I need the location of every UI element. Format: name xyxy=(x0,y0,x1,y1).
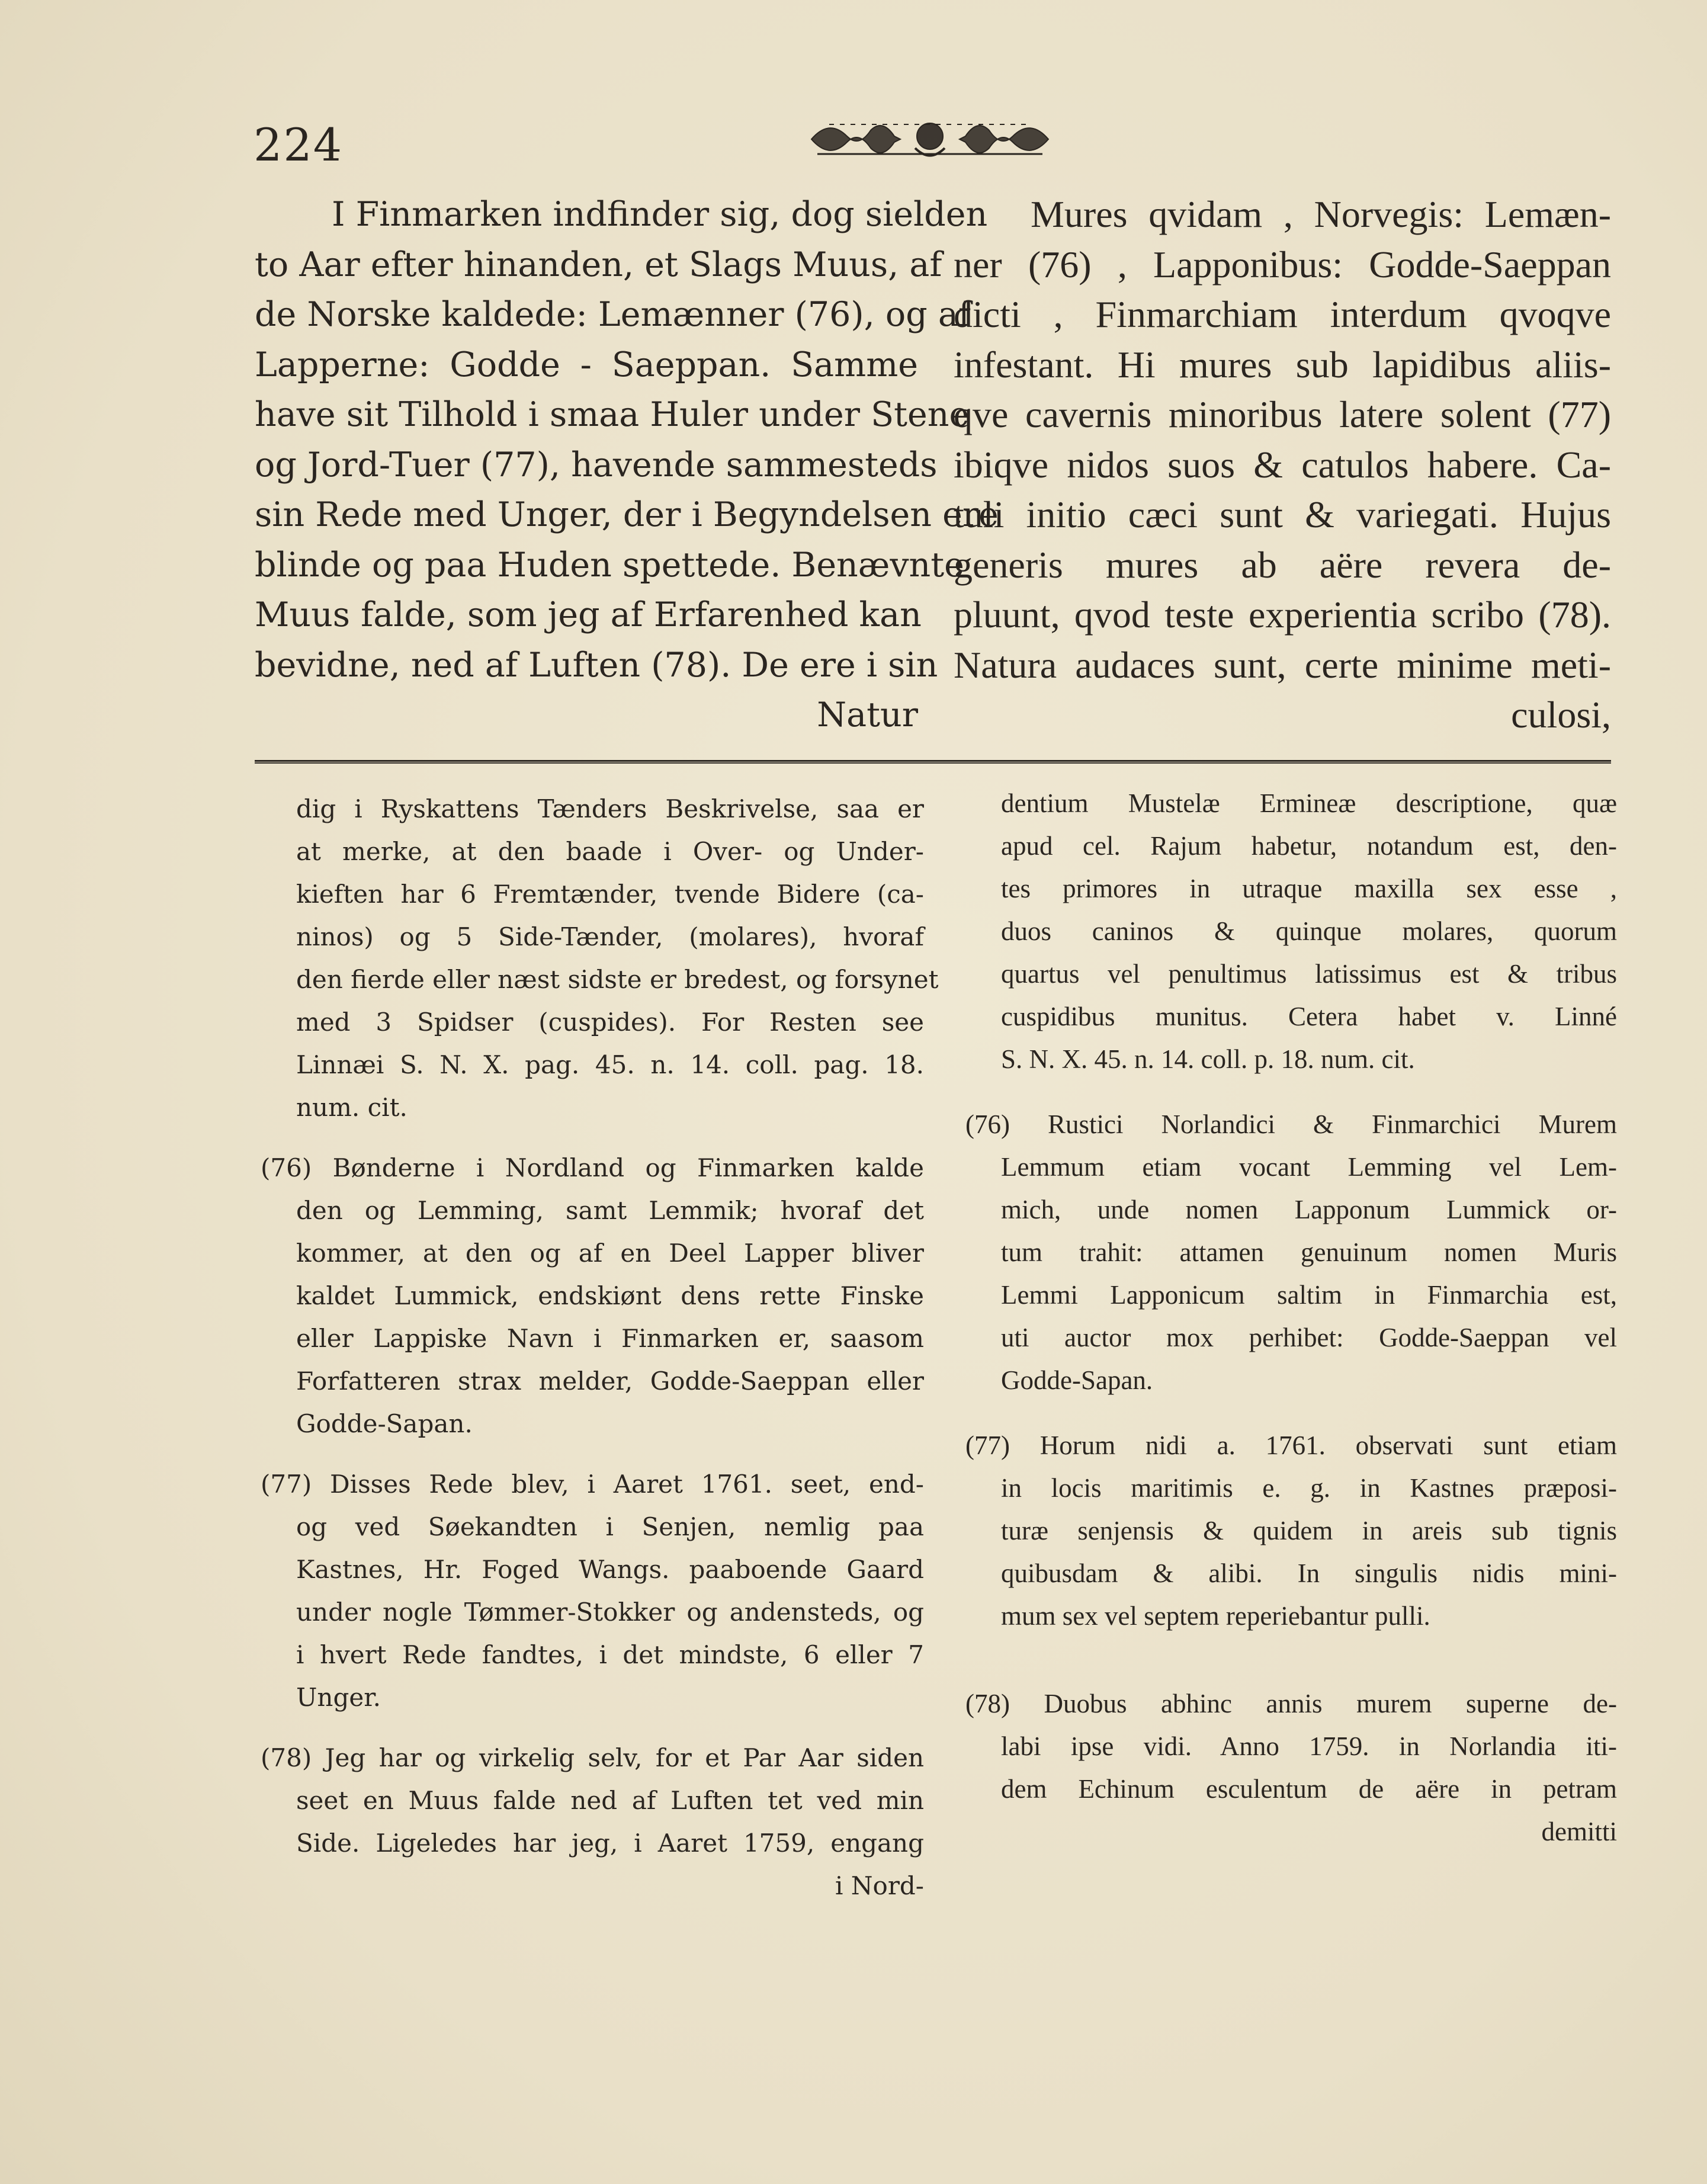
footnote-line: ninos) og 5 Side-Tænder, (molares), hvoraf xyxy=(296,922,924,951)
footnote-77-line: under nogle Tømmer-Stokker og andensteds, og xyxy=(296,1598,924,1627)
footnote-76-line: den og Lemming, samt Lemmik; hvoraf det xyxy=(296,1196,924,1225)
footnote-line: duos caninos & quinque molares, quorum xyxy=(1001,916,1617,946)
headpiece-ornament-icon xyxy=(806,113,1054,166)
footnote-76-line: tum trahit: attamen genuinum nomen Muris xyxy=(1001,1237,1617,1267)
text-line: Lapperne: Godde - Saeppan. Samme xyxy=(255,345,918,384)
footnote-76-line: (76) Bønderne i Nordland og Finmarken kalde xyxy=(261,1153,924,1182)
footnote-76-line: eller Lappiske Navn i Finmarken er, saasom xyxy=(296,1324,924,1353)
footnote-77-line: i hvert Rede fandtes, i det mindste, 6 eller 7 xyxy=(296,1640,924,1669)
footnote-78-line: Side. Ligeledes har jeg, i Aaret 1759, engang xyxy=(296,1829,924,1858)
footnote-line: cuspidibus munitus. Cetera habet v. Linné xyxy=(1001,1002,1617,1031)
footnote-78-line: (78) Jeg har og virkelig selv, for et Par Aar siden xyxy=(261,1743,924,1772)
footnote-line: Linnæi S. N. X. pag. 45. n. 14. coll. pag. 18. xyxy=(296,1050,924,1079)
page-number: 224 xyxy=(254,118,344,171)
footnote-78-line: seet en Muus falde ned af Luften tet ved min xyxy=(296,1786,924,1815)
footnote-line: S. N. X. 45. n. 14. coll. p. 18. num. cit. xyxy=(1001,1044,1415,1074)
main-text-latin xyxy=(954,190,1611,740)
footnote-77-line: Unger. xyxy=(296,1683,381,1712)
footnote-line: tes primores in utraque maxilla sex esse , xyxy=(1001,874,1617,903)
footnote-77-line: mum sex vel septem reperiebantur pulli. xyxy=(1001,1601,1430,1631)
text-line: infestant. Hi mures sub lapidibus aliis- xyxy=(954,343,1611,386)
footnote-76-line: kaldet Lummick, endskiønt dens rette Finske xyxy=(296,1281,924,1310)
footnote-76-line: mich, unde nomen Lapponum Lummick or- xyxy=(1001,1195,1617,1224)
text-line: bevidne, ned af Luften (78). De ere i sin xyxy=(255,645,938,685)
text-line: Mures qvidam , Norvegis: Lemæn- xyxy=(1031,193,1611,235)
footnote-line: med 3 Spidser (cuspides). For Resten see xyxy=(296,1008,924,1037)
text-line: tuli initio cæci sunt & variegati. Hujus xyxy=(954,493,1611,535)
footnote-line: dentium Mustelæ Erminеæ descriptione, quæ xyxy=(1001,788,1617,818)
text-line: ner (76) , Lapponibus: Godde-Saeppan xyxy=(954,243,1611,286)
footnote-77-line: Kastnes, Hr. Foged Wangs. paaboende Gaard xyxy=(296,1555,924,1584)
footnote-line: dig i Ryskattens Tænders Beskrivelse, saa er xyxy=(296,794,924,823)
footnote-76-line: kommer, at den og af en Deel Lapper bliver xyxy=(296,1239,924,1268)
footnote-76-line: Godde-Sapan. xyxy=(296,1409,473,1438)
footnote-line: den fierde eller næst sidste er bredest, og forsynet xyxy=(296,965,939,994)
text-line: pluunt, qvod teste experientia scribo (78). xyxy=(954,594,1611,636)
catchword: demitti xyxy=(1541,1817,1617,1846)
text-line: blinde og paa Huden spettede. Benævnte xyxy=(255,545,964,585)
footnote-77-line: in locis maritimis e. g. in Kastnes præposi- xyxy=(1001,1473,1617,1503)
text-line: de Norske kaldede: Lemænner (76), og af xyxy=(255,295,971,334)
text-line: og Jord-Tuer (77), havende sammesteds xyxy=(255,445,938,485)
footnote-78-line: labi ipse vidi. Anno 1759. in Norlandia iti- xyxy=(1001,1731,1617,1761)
main-text-danish xyxy=(255,190,999,740)
footnote-line: apud cel. Rajum habetur, notandum est, den- xyxy=(1001,831,1617,861)
text-line: ibiqve nidos suos & catulos habere. Ca- xyxy=(954,443,1611,486)
text-line: dicti , Finmarchiam interdum qvoqve xyxy=(954,293,1611,335)
footnote-line: kieften har 6 Fremtænder, tvende Bidere (ca- xyxy=(296,880,924,909)
footnote-76-line: (76) Rustici Norlandici & Finmarchici Murem xyxy=(965,1109,1617,1139)
footnote-76-line: Forfatteren strax melder, Godde-Saeppan eller xyxy=(296,1367,924,1396)
footnote-77-line: og ved Søekandten i Senjen, nemlig paa xyxy=(296,1512,924,1541)
footnote-76-line: uti auctor mox perhibet: Godde-Saeppan vel xyxy=(1001,1323,1617,1352)
catchword: culosi, xyxy=(1511,694,1611,736)
text-line: Natura audaces sunt, certe minime meti- xyxy=(954,643,1611,686)
footnote-76-line: Godde-Sapan. xyxy=(1001,1365,1153,1395)
text-line: Muus falde, som jeg af Erfarenhed kan xyxy=(255,595,922,634)
footnote-line: quartus vel penultimus latissimus est & tribus xyxy=(1001,959,1617,989)
text-line: I Finmarken indfinder sig, dog sielden xyxy=(332,195,988,234)
catchword: i Nord- xyxy=(835,1871,924,1900)
footnote-77-line: quibusdam & alibi. In singulis nidis mini- xyxy=(1001,1558,1617,1588)
text-line: generis mures ab aëre revera de- xyxy=(954,543,1611,586)
footnote-separator-rule xyxy=(255,760,1611,764)
footnote-line: at merke, at den baade i Over- og Under- xyxy=(296,837,924,866)
footnote-77-line: (77) Horum nidi a. 1761. observati sunt etiam xyxy=(965,1431,1617,1460)
footnote-76-line: Lemmi Lapponicum saltim in Finmarchia est, xyxy=(1001,1280,1617,1310)
footnote-77-line: turæ senjensis & quidem in areis sub tignis xyxy=(1001,1516,1617,1545)
footnote-77-line: (77) Disses Rede blev, i Aaret 1761. seet, end- xyxy=(261,1470,924,1499)
text-line: qve cavernis minoribus latere solent (77) xyxy=(954,393,1611,435)
catchword: Natur xyxy=(817,695,918,735)
footnotes-latin xyxy=(965,782,1617,1853)
text-line: sin Rede med Unger, der i Begyndelsen ere xyxy=(255,495,999,534)
footnote-78-line: (78) Duobus abhinc annis murem superne de- xyxy=(965,1689,1617,1718)
footnote-line: num. cit. xyxy=(296,1093,408,1122)
footnote-78-line: dem Echinum esculentum de aëre in petram xyxy=(1001,1774,1617,1804)
footnotes-danish xyxy=(261,788,939,1907)
footnote-76-line: Lemmum etiam vocant Lemming vel Lem- xyxy=(1001,1152,1617,1182)
text-line: have sit Tilhold i smaa Huler under Stene xyxy=(255,395,970,434)
text-line: to Aar efter hinanden, et Slags Muus, af xyxy=(255,245,942,284)
